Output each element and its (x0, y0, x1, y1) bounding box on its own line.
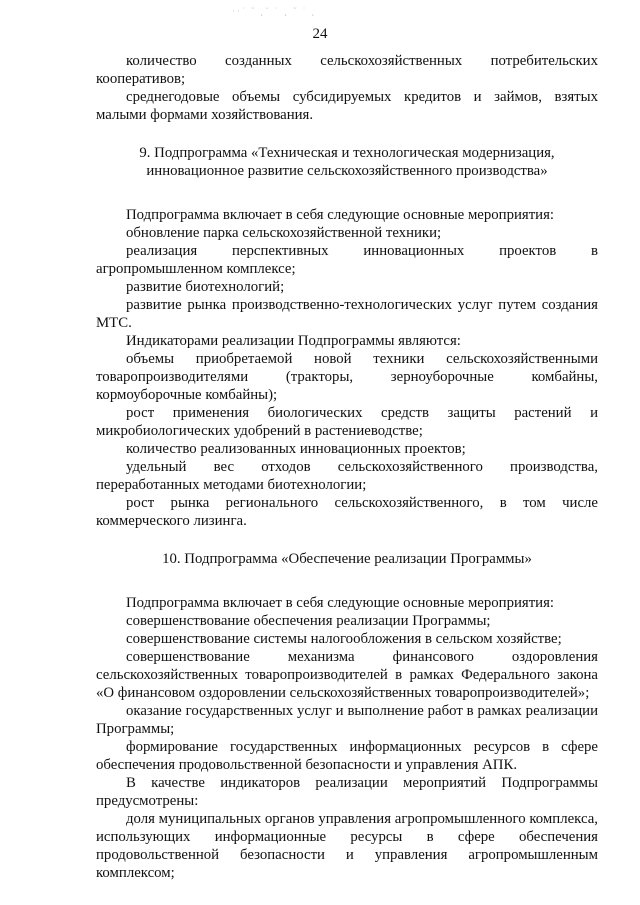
paragraph: формирование государственных информационных ресурсов в сфере обеспечения продовольственной безопасности и управления АПК. (96, 739, 598, 773)
paragraph: удельный вес отходов сельскохозяйственного производства, переработанных методами биотехнологии; (96, 459, 598, 493)
page-content (96, 52, 598, 882)
paragraph: обновление парка сельскохозяйственной техники; (126, 225, 442, 241)
paragraph: совершенствование обеспечения реализации Программы; (126, 613, 491, 629)
section-heading-9: 9. Подпрограмма «Техническая и технологическая модернизация, инновационное развитие сельскохозяйственного производства» (139, 145, 555, 179)
paragraph: Индикаторами реализации Подпрограммы являются: (126, 333, 461, 349)
page-number: 24 (312, 26, 328, 42)
paragraph: Подпрограмма включает в себя следующие основные мероприятия: (126, 595, 555, 611)
scan-artifact: ··˙ ˜ ˛˘ ˙ ¸ ˜ ˙ ˛ (232, 6, 317, 16)
paragraph: развитие биотехнологий; (126, 279, 285, 295)
paragraph: В качестве индикаторов реализации мероприятий Подпрограммы предусмотрены: (96, 775, 598, 809)
paragraph: реализация перспективных инновационных проектов в агропромышленном комплексе; (96, 243, 598, 277)
paragraph: рост применения биологических средств защиты растений и микробиологических удобрений в растениеводстве; (96, 405, 598, 439)
paragraph: объемы приобретаемой новой техники сельскохозяйственными товаропроизводителями (тракторы, зерноуборочные комбайны, кормоуборочные комбайны); (96, 351, 598, 403)
paragraph: доля муниципальных органов управления агропромышленного комплекса, использующих информационные ресурсы в сфере обеспечения продовольственной безопасности и управления агропромышленным комплексом; (96, 811, 598, 881)
paragraph: рост рынка регионального сельскохозяйственного, в том числе коммерческого лизинга. (96, 495, 598, 529)
paragraph: количество созданных сельскохозяйственных потребительских кооперативов; (96, 53, 598, 87)
paragraph: развитие рынка производственно-технологических услуг путем создания МТС. (96, 297, 598, 331)
paragraph: совершенствование системы налогообложения в сельском хозяйстве; (126, 631, 562, 647)
paragraph: среднегодовые объемы субсидируемых кредитов и займов, взятых малыми формами хозяйствования. (96, 89, 598, 123)
paragraph: совершенствование механизма финансового оздоровления сельскохозяйственных товаропроизводителей в рамках Федерального закона «О финансовом оздоровлении сельскохозяйственных товаропроизводителей»; (96, 649, 598, 701)
paragraph: оказание государственных услуг и выполнение работ в рамках реализации Программы; (96, 703, 598, 737)
paragraph: Подпрограмма включает в себя следующие основные мероприятия: (126, 207, 555, 223)
section-heading-10: 10. Подпрограмма «Обеспечение реализации Программы» (162, 551, 532, 567)
paragraph: количество реализованных инновационных проектов; (126, 441, 466, 457)
